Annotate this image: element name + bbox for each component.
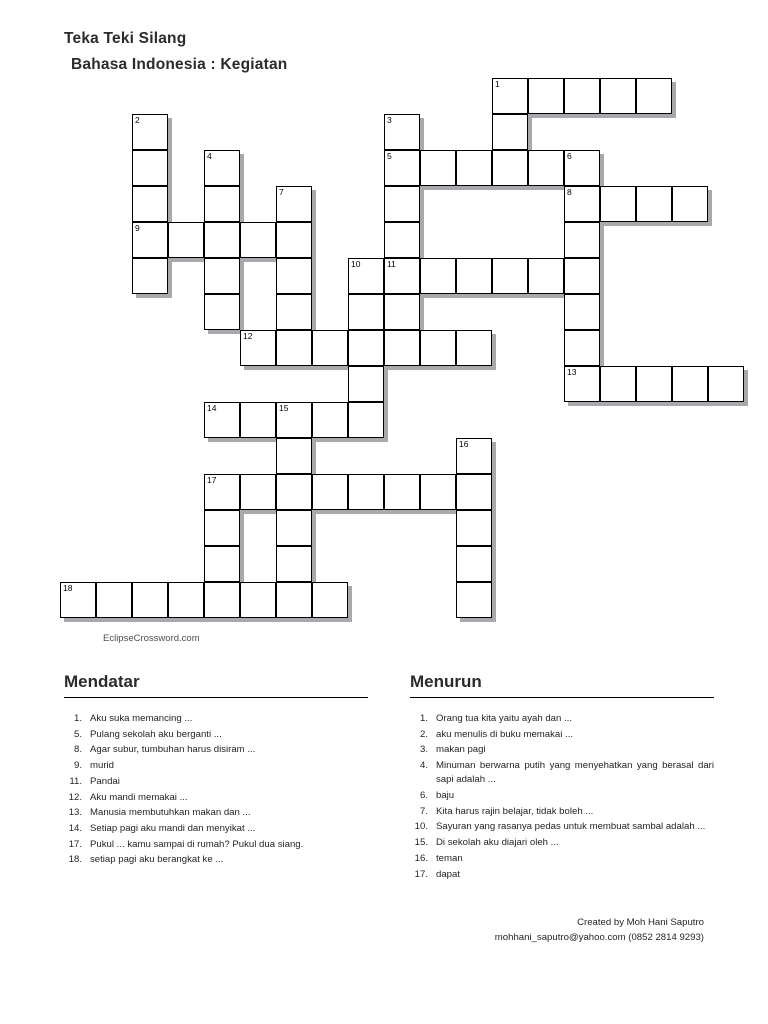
grid-cell[interactable] (204, 546, 240, 582)
grid-cell[interactable] (420, 258, 456, 294)
grid-cell-number: 12 (243, 331, 253, 341)
clue-text: Di sekolah aku diajari oleh ... (436, 837, 559, 849)
clue-item (64, 743, 368, 757)
clue-text: aku menulis di buku memakai ... (436, 728, 574, 740)
clue-item (410, 712, 714, 726)
grid-cell[interactable] (492, 114, 528, 150)
grid-cell[interactable] (672, 186, 708, 222)
grid-cell[interactable] (384, 294, 420, 330)
clue-number: 12. (68, 791, 82, 803)
clue-text: Aku mandi memakai ... (90, 791, 188, 803)
grid-cell-number: 9 (135, 223, 140, 233)
grid-cell[interactable] (636, 78, 672, 114)
clue-item (64, 853, 368, 867)
down-column (410, 672, 714, 883)
clue-text: Sayuran yang rasanya pedas untuk membuat sambal adalah ... (436, 821, 706, 833)
clue-text: murid (90, 760, 114, 772)
grid-cell-number: 14 (207, 403, 217, 413)
grid-cell[interactable] (456, 474, 492, 510)
grid-cell-number: 1 (495, 79, 500, 89)
grid-cell[interactable] (384, 222, 420, 258)
grid-cell-number: 6 (567, 151, 572, 161)
grid-cell-numbered[interactable] (276, 186, 312, 222)
grid-cell[interactable] (456, 582, 492, 618)
grid-cell[interactable] (312, 474, 348, 510)
clue-item (410, 852, 714, 866)
across-column (64, 672, 368, 883)
clue-text: Manusia membutuhkan makan dan ... (90, 807, 251, 819)
grid-cell-numbered[interactable] (204, 150, 240, 186)
clue-number: 9. (73, 760, 82, 772)
grid-cell[interactable] (276, 438, 312, 474)
grid-cell[interactable] (600, 78, 636, 114)
down-heading: Menurun (410, 672, 482, 691)
clue-item (64, 822, 368, 836)
grid-cell[interactable] (456, 330, 492, 366)
grid-cell-number: 17 (207, 475, 217, 485)
clue-number: 4. (419, 760, 428, 772)
grid-cell-numbered[interactable] (564, 366, 600, 402)
clue-item (64, 759, 368, 773)
grid-cell[interactable] (564, 330, 600, 366)
grid-cell[interactable] (276, 258, 312, 294)
grid-cell[interactable] (528, 150, 564, 186)
clue-text: Pulang sekolah aku berganti ... (90, 728, 222, 740)
clue-item (64, 806, 368, 820)
grid-cell-number: 15 (279, 403, 289, 413)
clue-item (410, 805, 714, 819)
crossword-grid[interactable] (60, 78, 720, 638)
grid-cell[interactable] (384, 330, 420, 366)
grid-cell[interactable] (132, 258, 168, 294)
grid-cell[interactable] (636, 186, 672, 222)
grid-cell-numbered[interactable] (204, 474, 240, 510)
grid-cell[interactable] (204, 510, 240, 546)
grid-cell-number: 3 (387, 115, 392, 125)
title-block (64, 30, 287, 74)
grid-cell[interactable] (456, 546, 492, 582)
clue-number: 1. (73, 713, 82, 724)
grid-cell[interactable] (168, 582, 204, 618)
clue-number: 1. (419, 713, 428, 724)
grid-cell-numbered[interactable] (276, 402, 312, 438)
clue-number: 16. (414, 852, 428, 864)
clue-number: 6. (419, 790, 428, 802)
grid-cell[interactable] (348, 294, 384, 330)
grid-cell[interactable] (276, 510, 312, 546)
grid-cell[interactable] (528, 258, 564, 294)
grid-cell-numbered[interactable] (348, 258, 384, 294)
clue-number: 17. (414, 868, 428, 880)
grid-cell[interactable] (276, 474, 312, 510)
clue-text: Pandai (90, 775, 120, 787)
clue-item (410, 743, 714, 757)
grid-cell-numbered[interactable] (384, 150, 420, 186)
down-divider (410, 697, 714, 698)
grid-cell[interactable] (348, 402, 384, 438)
grid-cell[interactable] (492, 258, 528, 294)
grid-cell-number: 10 (351, 259, 361, 269)
grid-cell[interactable] (456, 150, 492, 186)
grid-cell[interactable] (276, 294, 312, 330)
grid-cell[interactable] (456, 258, 492, 294)
clue-number: 3. (419, 744, 428, 756)
grid-cell[interactable] (132, 582, 168, 618)
grid-cell[interactable] (276, 546, 312, 582)
grid-cell[interactable] (384, 474, 420, 510)
grid-cell[interactable] (132, 186, 168, 222)
clue-item (410, 759, 714, 787)
grid-cell[interactable] (276, 582, 312, 618)
grid-cell-numbered[interactable] (384, 114, 420, 150)
grid-cell-number: 11 (387, 259, 396, 269)
grid-cell[interactable] (420, 150, 456, 186)
grid-cell[interactable] (564, 222, 600, 258)
grid-cell[interactable] (564, 78, 600, 114)
clue-text: baju (436, 790, 455, 802)
grid-cell[interactable] (204, 294, 240, 330)
grid-cell-numbered[interactable] (492, 78, 528, 114)
clue-text: Kita harus rajin belajar, tidak boleh ... (436, 805, 594, 817)
grid-cell[interactable] (204, 582, 240, 618)
grid-cell[interactable] (312, 402, 348, 438)
clue-item (410, 836, 714, 850)
grid-cell-number: 4 (207, 151, 212, 161)
clue-text: makan pagi (436, 744, 486, 756)
grid-cell-number: 5 (387, 151, 392, 161)
clue-number: 8. (73, 744, 82, 756)
clue-item (64, 838, 368, 852)
footer-contact: mohhani_saputro@yahoo.com (0852 2814 9293) (494, 932, 704, 943)
grid-cell-numbered[interactable] (564, 150, 600, 186)
grid-cell[interactable] (456, 510, 492, 546)
grid-cell[interactable] (708, 366, 744, 402)
grid-cell-numbered[interactable] (60, 582, 96, 618)
grid-cell[interactable] (564, 294, 600, 330)
clue-number: 13. (68, 807, 82, 819)
clue-number: 10. (414, 821, 428, 833)
clue-item (410, 728, 714, 742)
grid-cell-numbered[interactable] (132, 222, 168, 258)
clue-text: Orang tua kita yaitu ayah dan ... (436, 713, 572, 724)
grid-cell[interactable] (636, 366, 672, 402)
grid-cell[interactable] (384, 186, 420, 222)
grid-cell[interactable] (564, 258, 600, 294)
grid-cell[interactable] (240, 582, 276, 618)
grid-cell[interactable] (132, 150, 168, 186)
grid-cell[interactable] (204, 258, 240, 294)
clue-item (64, 791, 368, 805)
clue-text: Minuman berwarna putih yang menyehatkan yang berasal dari sapi adalah ... (436, 760, 714, 786)
clue-item (410, 789, 714, 803)
grid-cell[interactable] (348, 474, 384, 510)
grid-cell[interactable] (348, 330, 384, 366)
across-heading: Mendatar (64, 672, 140, 691)
clues-section (64, 672, 714, 883)
grid-cell-numbered[interactable] (132, 114, 168, 150)
down-clue-list (410, 712, 714, 882)
clue-text: Setiap pagi aku mandi dan menyikat ... (90, 822, 256, 834)
page-subtitle: Bahasa Indonesia : Kegiatan (71, 56, 288, 73)
footer-author: Created by Moh Hani Saputro (577, 917, 704, 928)
grid-cell-numbered[interactable] (240, 330, 276, 366)
clue-text: setiap pagi aku berangkat ke ... (90, 854, 224, 866)
grid-cell[interactable] (492, 150, 528, 186)
clue-item (410, 868, 714, 882)
grid-cell[interactable] (204, 186, 240, 222)
grid-cell[interactable] (240, 402, 276, 438)
clue-number: 7. (419, 805, 428, 817)
clue-item (64, 775, 368, 789)
clue-number: 5. (73, 728, 82, 740)
grid-cell-number: 13 (567, 367, 577, 377)
grid-cell-number: 16 (459, 439, 469, 449)
clue-number: 14. (68, 822, 82, 834)
grid-cell[interactable] (312, 330, 348, 366)
across-clue-list (64, 712, 368, 868)
clue-text: Aku suka memancing ... (90, 713, 193, 724)
clue-number: 2. (419, 728, 428, 740)
grid-cell[interactable] (168, 222, 204, 258)
clue-number: 17. (68, 838, 82, 850)
grid-cell-numbered[interactable] (456, 438, 492, 474)
grid-cell[interactable] (348, 366, 384, 402)
clue-item (64, 728, 368, 742)
clue-item (64, 712, 368, 726)
grid-cell[interactable] (276, 222, 312, 258)
grid-cell[interactable] (420, 330, 456, 366)
grid-cell[interactable] (312, 582, 348, 618)
page-title: Teka Teki Silang (64, 30, 187, 47)
grid-cell-numbered[interactable] (384, 258, 420, 294)
clue-number: 15. (414, 837, 428, 849)
grid-cell[interactable] (600, 366, 636, 402)
grid-cell[interactable] (240, 474, 276, 510)
clue-number: 11. (69, 775, 82, 787)
grid-cell[interactable] (600, 186, 636, 222)
grid-cell-number: 7 (279, 187, 284, 197)
clue-text: teman (436, 852, 463, 864)
grid-cell-number: 2 (135, 115, 140, 125)
grid-cell-numbered[interactable] (564, 186, 600, 222)
grid-cell-numbered[interactable] (204, 402, 240, 438)
grid-cell-number: 18 (63, 583, 73, 593)
grid-cell[interactable] (276, 330, 312, 366)
across-divider (64, 697, 368, 698)
grid-cell[interactable] (240, 222, 276, 258)
grid-cell[interactable] (528, 78, 564, 114)
clue-text: dapat (436, 868, 461, 880)
grid-cell[interactable] (204, 222, 240, 258)
eclipse-watermark: EclipseCrossword.com (103, 633, 200, 644)
grid-cell-number: 8 (567, 187, 572, 197)
clue-number: 18. (68, 854, 82, 866)
grid-cell[interactable] (96, 582, 132, 618)
grid-cell[interactable] (672, 366, 708, 402)
footer (495, 915, 704, 945)
clue-text: Agar subur, tumbuhan harus disiram ... (90, 744, 256, 756)
clue-item (410, 820, 714, 834)
grid-cell[interactable] (420, 474, 456, 510)
clue-text: Pukul ... kamu sampai di rumah? Pukul dua siang. (90, 838, 304, 850)
